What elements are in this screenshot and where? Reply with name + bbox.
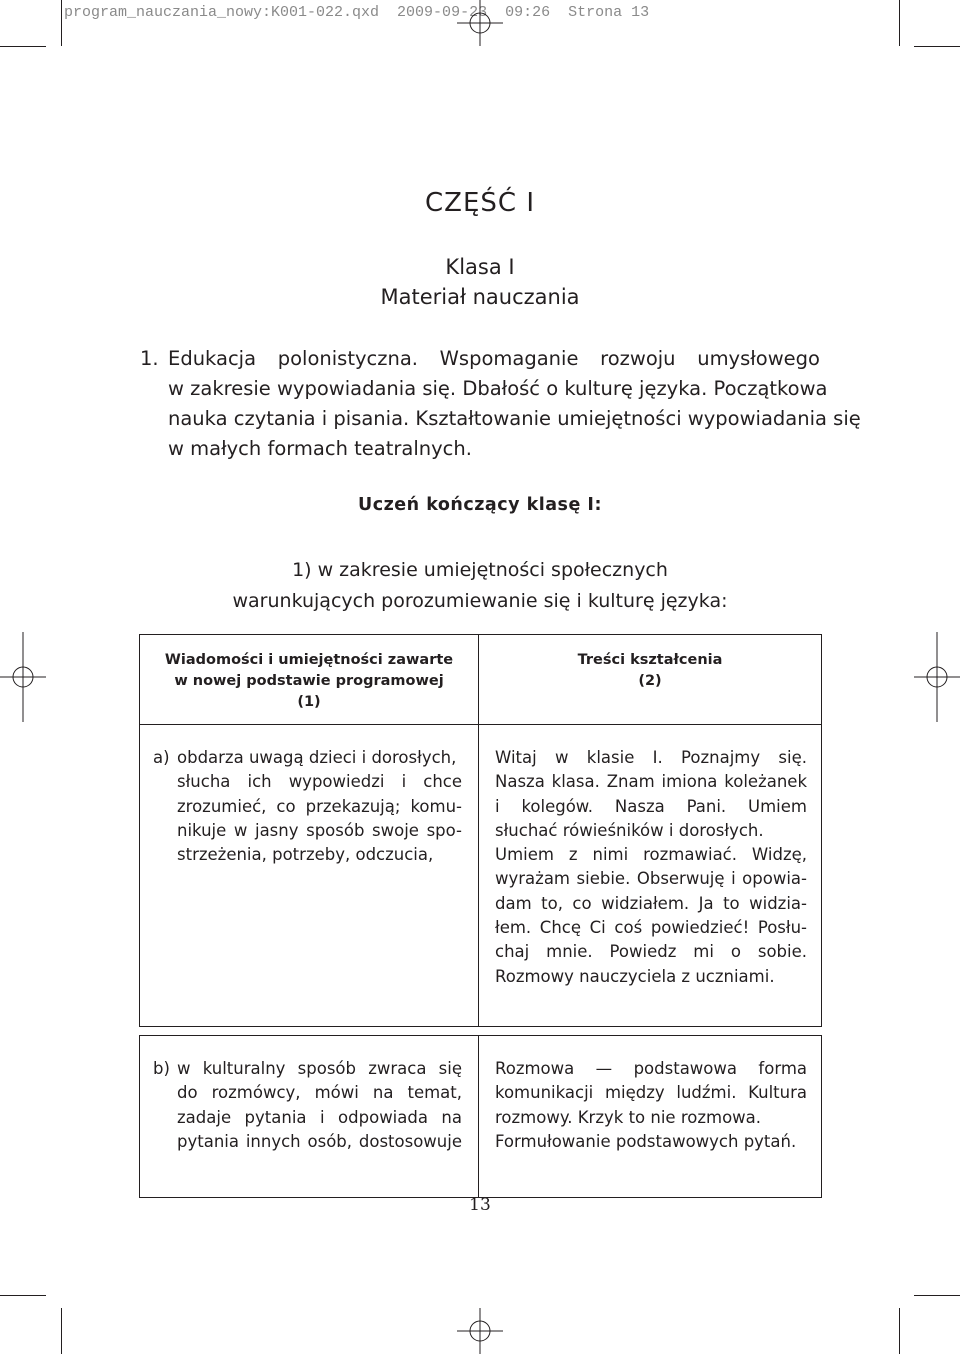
scope-line: 1) w zakresie umiejętności społecznych — [292, 559, 668, 581]
table-row — [140, 1036, 822, 1198]
header-cell-right: Treści kształcenia (2) — [479, 635, 822, 725]
intro-number: 1. — [140, 347, 159, 370]
subheading: Uczeń kończący klasę I: — [358, 495, 602, 515]
requirement-cell: b) w kulturalny sposób zwraca się do rozmówcy, mówi na temat, zadaje pytania i odpowiada na pytania innych osób, dostosowuje — [140, 1036, 479, 1198]
item-label: b) — [153, 1059, 170, 1078]
class-title: Klasa I — [445, 255, 515, 279]
crop-mark — [914, 1295, 960, 1296]
table-header-row — [140, 635, 822, 725]
crop-mark — [0, 46, 46, 47]
curriculum-table — [139, 634, 822, 1198]
page-number: 13 — [469, 1195, 491, 1215]
scope-text — [0, 555, 960, 617]
crop-mark — [899, 1308, 900, 1354]
registration-mark-icon — [914, 632, 960, 722]
requirement-cell: a) obdarza uwagą dzieci i dorosłych, słucha ich wypowiedzi i chce zrozumieć, co przekazują; komu- nikuje w jasny sposób swoje spo- strzeżenia, potrzeby, odczucia, — [140, 725, 479, 1027]
crop-mark — [61, 0, 62, 46]
intro-line: 1. Edukacja polonistyczna. Wspomaganie rozwoju umysłowego — [140, 344, 820, 374]
part-title: CZĘŚĆ I — [425, 188, 535, 218]
intro-line: w małych formach teatralnych. — [168, 437, 472, 460]
intro-line: w zakresie wypowiadania się. Dbałość o kulturę języka. Początkowa — [168, 377, 828, 400]
registration-mark-icon — [457, 0, 503, 46]
table-row — [140, 725, 822, 1027]
scope-line: warunkujących porozumiewanie się i kulturę języka: — [232, 590, 728, 612]
content-cell: Witaj w klasie I. Poznajmy się. Nasza klasa. Znam imiona koleżanek i kolegów. Nasza Pani. Umiem słuchać rówieśników i dorosłych. Umiem z nimi rozmawiać. Widzę, wyrażam siebie. Obserwuję i opowia- dam to, co widziałem. Ja to widzia- łem. Chcę Ci coś powiedzieć! Posłu- chaj mnie. Powiedz mi o sobie. Rozmowy nauczyciela z uczniami. — [479, 725, 822, 1027]
content-cell: Rozmowa — podstawowa forma komunikacji między ludźmi. Kultura rozmowy. Krzyk to nie rozmowa. Formułowanie podstawowych pytań. — [479, 1036, 822, 1198]
item-label: a) — [153, 748, 170, 767]
intro-line: nauka czytania i pisania. Kształtowanie umiejętności wypowiadania się — [168, 407, 861, 430]
slug-line: program_nauczania_nowy:K001-022.qxd 2009-09-23 09:26 Strona 13 — [64, 4, 650, 21]
crop-mark — [899, 0, 900, 46]
crop-mark — [61, 1308, 62, 1354]
crop-mark — [0, 1295, 46, 1296]
crop-mark — [914, 46, 960, 47]
registration-mark-icon — [457, 1308, 503, 1354]
table-row-gap — [140, 1027, 822, 1036]
material-title: Materiał nauczania — [380, 285, 580, 309]
header-cell-left: Wiadomości i umiejętności zawarte w nowej podstawie programowej (1) — [140, 635, 479, 725]
registration-mark-icon — [0, 632, 46, 722]
intro-paragraph — [140, 344, 861, 464]
